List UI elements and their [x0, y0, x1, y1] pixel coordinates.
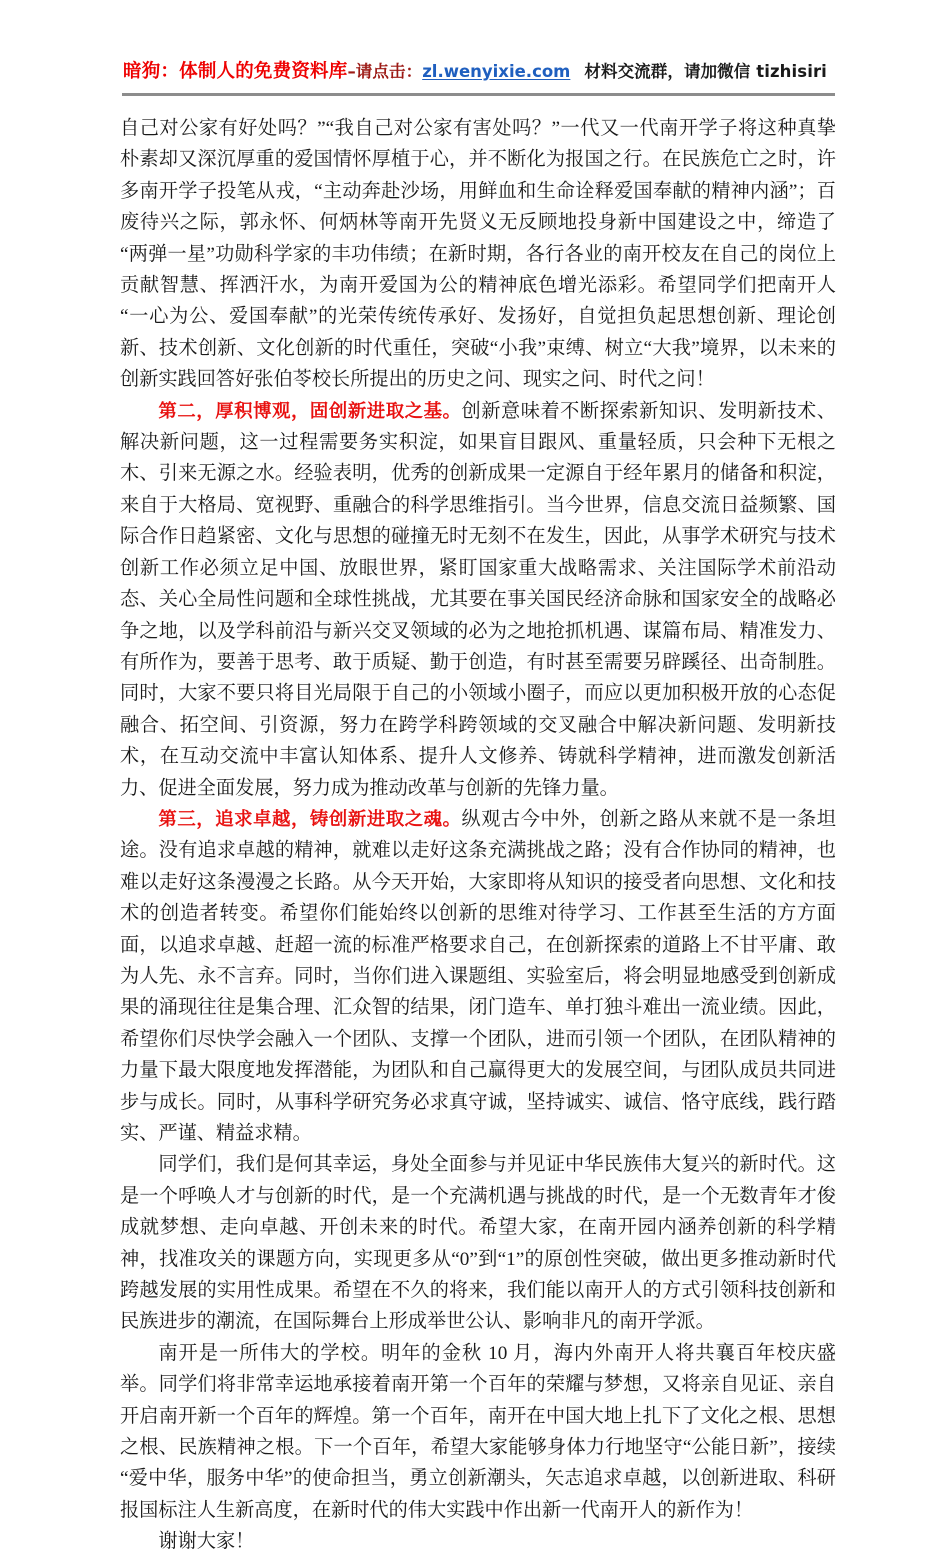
section-three-heading: 第三，追求卓越，铸创新进取之魂。 — [158, 808, 462, 830]
paragraph-1-text: 自己对公家有好处吗？”“我自己对公家有害处吗？”一代又一代南开学子将这种真挚朴素却又深沉厚重的爱国情怀厚植于心，并不断化为报国之行。在民族危亡之时，许多南开学子投笔从戎，“主动奔赴沙场，用鲜血和生命诠释爱国奉献的精神内涵”；百废待兴之际，郭永怀、何炳林等南开先贤义无反顾地投身新中国建设之中，缔造了“两弹一星”功勋科学家的丰功伟绩；在新时期，各行各业的南开校友在自己的岗位上贡献智慧、挥洒汗水，为南开爱国为公的精神底色增光添彩。希望同学们把南开人“一心为公、爱国奉献”的光荣传统传承好、发扬好，自觉担负起思想创新、理论创新、技术创新、文化创新的时代重任，突破“小我”束缚、树立“大我”境界，以未来的创新实践回答好张伯苓校长所提出的历史之问、现实之问、时代之问！ — [120, 118, 836, 391]
header-divider-rule — [122, 93, 835, 96]
promo-brand-text: 暗狗：体制人的免费资料库 — [123, 61, 348, 82]
promo-cta-text: –请点击： — [347, 62, 423, 81]
promo-banner — [0, 62, 950, 82]
document-body — [120, 113, 836, 1558]
promo-site-link[interactable]: zl.wenyixie.com — [422, 62, 571, 81]
promo-wechat-note: 材料交流群，请加微信 tizhisiri — [584, 62, 827, 81]
paragraph-classmates — [120, 1149, 836, 1337]
paragraph-closing — [120, 1526, 836, 1557]
section-three-text: 纵观古今中外，创新之路从来就不是一条坦途。没有追求卓越的精神，就难以走好这条充满挑战之路；没有合作协同的精神，也难以走好这条漫漫之长路。从今天开始，大家即将从知识的接受者向思想、文化和技术的创造者转变。希望你们能始终以创新的思维对待学习、工作甚至生活的方方面面，以追求卓越、赶超一流的标准严格要求自己，在创新探索的道路上不甘平庸、敢为人先、永不言弃。同时，当你们进入课题组、实验室后，将会明显地感受到创新成果的涌现往往是集合理、汇众智的结果，闭门造车、单打独斗难出一流业绩。因此，希望你们尽快学会融入一个团队、支撑一个团队，进而引领一个团队，在团队精神的力量下最大限度地发挥潜能，为团队和自己赢得更大的发展空间，与团队成员共同进步与成长。同时，从事科学研究务必求真守诚，坚持诚实、诚信、恪守底线，践行踏实、严谨、精益求精。 — [120, 808, 836, 1144]
paragraph-section-three — [120, 804, 836, 1149]
paragraph-continuation — [120, 113, 836, 396]
paragraph-section-two — [120, 396, 836, 804]
paragraph-nankai-centennial — [120, 1338, 836, 1526]
paragraph-5-text: 南开是一所伟大的学校。明年的金秋 10 月，海内外南开人将共襄百年校庆盛举。同学们将非常幸运地承接着南开第一个百年的荣耀与梦想，又将亲自见证、亲自开启南开新一个百年的辉煌。第一个百年，南开在中国大地上扎下了文化之根、思想之根、民族精神之根。下一个百年，希望大家能够身体力行地坚守“公能日新”，接续“爱中华，服务中华”的使命担当，勇立创新潮头，矢志追求卓越，以创新进取、科研报国标注人生新高度，在新时代的伟大实践中作出新一代南开人的新作为！ — [120, 1342, 836, 1521]
section-two-heading: 第二，厚积博观，固创新进取之基。 — [158, 400, 462, 422]
section-two-text: 创新意味着不断探索新知识、发明新技术、解决新问题，这一过程需要务实积淀，如果盲目跟风、重量轻质，只会种下无根之木、引来无源之水。经验表明，优秀的创新成果一定源自于经年累月的储备和积淀，来自于大格局、宽视野、重融合的科学思维指引。当今世界，信息交流日益频繁、国际合作日趋紧密、文化与思想的碰撞无时无刻不在发生，因此，从事学术研究与技术创新工作必须立足中国、放眼世界，紧盯国家重大战略需求、关注国际学术前沿动态、关心全局性问题和全球性挑战，尤其要在事关国民经济命脉和国家安全的战略必争之地，以及学科前沿与新兴交叉领域的必为之地抢抓机遇、谋篇布局、精准发力、有所作为，要善于思考、敢于质疑、勤于创造，有时甚至需要另辟蹊径、出奇制胜。同时，大家不要只将目光局限于自己的小领域小圈子，而应以更加积极开放的心态促融合、拓空间、引资源，努力在跨学科跨领域的交叉融合中解决新问题、发明新技术，在互动交流中丰富认知体系、提升人文修养、铸就科学精神，进而激发创新活力、促进全面发展，努力成为推动改革与创新的先锋力量。 — [120, 400, 836, 799]
paragraph-4-text: 同学们，我们是何其幸运，身处全面参与并见证中华民族伟大复兴的新时代。这是一个呼唤人才与创新的时代，是一个充满机遇与挑战的时代，是一个无数青年才俊成就梦想、走向卓越、开创未来的时代。希望大家，在南开园内涵养创新的科学精神，找准攻关的课题方向，实现更多从“0”到“1”的原创性突破，做出更多推动新时代跨越发展的实用性成果。希望在不久的将来，我们能以南开人的方式引领科技创新和民族进步的潮流，在国际舞台上形成举世公认、影响非凡的南开学派。 — [120, 1154, 836, 1333]
paragraph-6-text: 谢谢大家！ — [158, 1531, 255, 1553]
